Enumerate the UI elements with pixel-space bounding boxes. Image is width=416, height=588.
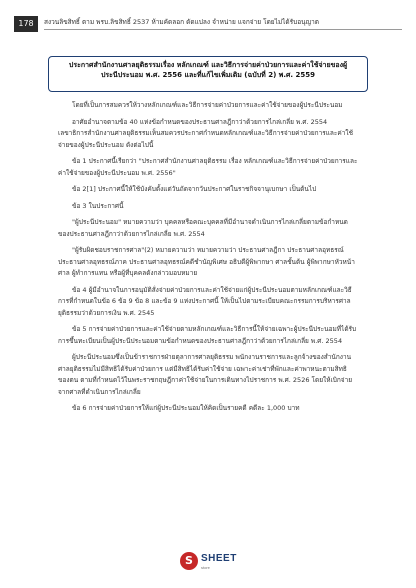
header-divider xyxy=(44,29,402,30)
body-paragraph: ข้อ 3 ในประกาศนี้ xyxy=(72,201,124,210)
body-paragraph: ข้อ 6 การจ่ายค่าป่วยการให้แก่ผู้ประนีประนอมให้คิดเป็นรายคดี คดีละ 1,000 บาท xyxy=(72,404,300,412)
body-paragraph: ผู้ประนีประนอมซึ่งเป็นข้าราชการฝ่ายตุลาการศาลยุติธรรม พนักงานราชการและลูกจ้างของสำนักงานศาลยุติธรรมไม่มีสิทธิได้รับค่าป่วยการ แต่มีสิทธิได้รับค่าใช้จ่าย เฉพาะค่าเช่าที่พักและค่าพาหนะตามสิทธิของตน ตามที่กำหนดไว้ในพระราชกฤษฎีกาค่าใช้จ่ายในการเดินทางไปราชการ พ.ศ. 2526 โดยให้เบิกจ่ายจากศาลที่ดำเนินการไกล่เกลี่ย xyxy=(58,353,353,396)
sheet-logo-icon: S xyxy=(180,552,198,570)
body-paragraph: ข้อ 1 ประกาศนี้เรียกว่า "ประกาศสำนักงานศาลยุติธรรม เรื่อง หลักเกณฑ์และวิธีการจ่ายค่าป่วยการและค่าใช้จ่ายของผู้ประนีประนอม พ.ศ. 2556" xyxy=(58,157,358,177)
body-paragraph: โดยที่เป็นการสมควรให้วางหลักเกณฑ์และวิธีการจ่ายค่าป่วยการและค่าใช้จ่ายของผู้ประนีประนอม xyxy=(72,101,343,109)
copyright-notice: สงวนลิขสิทธิ์ ตาม พรบ.ลิขสิทธิ์ 2537 ห้ามคัดลอก ดัดแปลง จำหน่าย แจกจ่าย โดยไม่ได้รับอนุญาต xyxy=(44,18,320,26)
body-paragraph: "ผู้รับผิดชอบราชการศาล"(2) หมายความว่า หมายความว่า ประธานศาลฎีกา ประธานศาลอุทธรณ์ ประธานศาลอุทธรณ์ภาค ประธานศาลอุทธรณ์คดีชำนัญพิเศษ อธิบดีผู้พิพากษา ศาลชั้นต้น ผู้พิพากษาหัวหน้าศาล ผู้ทำการแทน หรือผู้ที่บุคคลดังกล่าวมอบหมาย xyxy=(58,246,355,277)
brand-name: SHEET xyxy=(201,553,237,564)
page-number: 178 xyxy=(14,16,38,32)
body-paragraph: ข้อ 2[1] ประกาศนี้ให้ใช้บังคับตั้งแต่วันถัดจากวันประกาศในราชกิจจานุเบกษา เป็นต้นไป xyxy=(72,185,317,193)
page-footer xyxy=(0,548,416,578)
document-body xyxy=(58,100,358,420)
sheet-logo xyxy=(180,552,238,572)
body-paragraph: อาศัยอำนาจตามข้อ 40 แห่งข้อกำหนดของประธานศาลฎีกาว่าด้วยการไกล่เกลี่ย พ.ศ. 2554 เลขาธิการสำนักงานศาลยุติธรรมเห็นสมควรประกาศกำหนดหลักเกณฑ์และวิธีการจ่ายค่าป่วยการและค่าใช้จ่ายของผู้ประนีประนอม ดังต่อไปนี้ xyxy=(58,117,353,149)
brand-subtext: store xyxy=(201,565,210,570)
page-header xyxy=(0,14,416,34)
title-line-2: ประนีประนอม พ.ศ. 2556 และที่แก้ไขเพิ่มเติม (ฉบับที่ 2) พ.ศ. 2559 xyxy=(100,71,316,79)
title-line-1: ประกาศสำนักงานศาลยุติธรรมเรื่อง หลักเกณฑ์ และวิธีการจ่ายค่าป่วยการและค่าใช้จ่ายของผู้ xyxy=(68,61,348,69)
body-paragraph: ข้อ 5 การจ่ายค่าป่วยการและค่าใช้จ่ายตามหลักเกณฑ์และวิธีการนี้ให้จ่ายเฉพาะผู้ประนีประนอมที่ได้รับการขึ้นทะเบียนเป็นผู้ประนีประนอมตามข้อกำหนดของประธานศาลฎีกาว่าด้วยการไกล่เกลี่ย พ.ศ. 2554 xyxy=(58,325,357,345)
body-paragraph: "ผู้ประนีประนอม" หมายความว่า บุคคลหรือคณะบุคคลที่มีอำนาจดำเนินการไกล่เกลี่ยตามข้อกำหนดของประธานศาลฎีกาว่าด้วยการไกล่เกลี่ย พ.ศ. 2554 xyxy=(58,218,348,238)
body-paragraph: ข้อ 4 ผู้มีอำนาจในการอนุมัติสั่งจ่ายค่าป่วยการและค่าใช้จ่ายแก่ผู้ประนีประนอมตามหลักเกณฑ์และวิธีการที่กำหนดในข้อ 6 ข้อ 9 ข้อ 8 และข้อ 9 แห่งประกาศนี้ ให้เป็นไปตามระเบียบคณะกรรมการบริหารศาลยุติธรรมว่าด้วยการเงิน พ.ศ. 2545 xyxy=(58,285,352,317)
document-title-box xyxy=(48,56,368,92)
